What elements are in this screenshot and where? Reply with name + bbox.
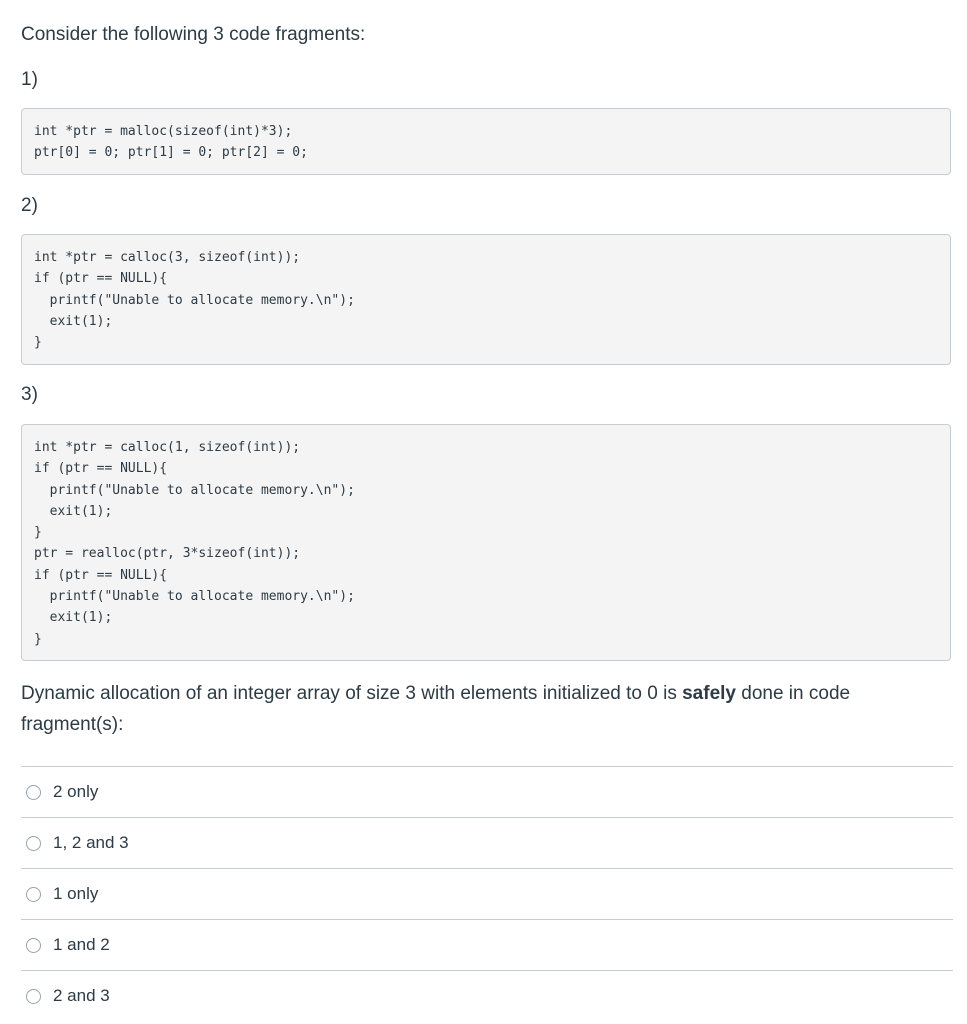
prompt-text-start: Dynamic allocation of an integer array of size 3 with elements initialized to 0 is (21, 683, 683, 704)
prompt-emphasis: safely (682, 683, 736, 704)
code-fragment-2: int *ptr = calloc(3, sizeof(int)); if (ptr == NULL){ printf("Unable to allocate memory.\n"); exit(1); } (21, 234, 951, 365)
answer-option[interactable] (21, 919, 953, 970)
code-fragment-1: int *ptr = malloc(sizeof(int)*3); ptr[0] = 0; ptr[1] = 0; ptr[2] = 0; (21, 108, 951, 175)
answer-label: 2 only (53, 782, 99, 801)
radio-unchecked-icon[interactable] (26, 887, 41, 902)
answer-list (21, 766, 953, 1021)
fragment-2-label: 2) (21, 195, 38, 216)
question-intro: Consider the following 3 code fragments: (21, 24, 366, 45)
answer-option[interactable] (21, 766, 953, 817)
answer-label: 2 and 3 (53, 986, 110, 1005)
radio-unchecked-icon[interactable] (26, 785, 41, 800)
question-prompt (21, 678, 921, 740)
answer-option[interactable] (21, 817, 953, 868)
answer-label: 1 only (53, 884, 99, 903)
answer-label: 1, 2 and 3 (53, 833, 129, 852)
radio-unchecked-icon[interactable] (26, 938, 41, 953)
answer-option[interactable] (21, 868, 953, 919)
prompt-text-end: done in code fragment(s): (21, 683, 851, 735)
answer-option[interactable] (21, 970, 953, 1021)
code-fragment-3: int *ptr = calloc(1, sizeof(int)); if (ptr == NULL){ printf("Unable to allocate memory.\n"); exit(1); } ptr = realloc(ptr, 3*sizeof(int)); if (ptr == NULL){ printf("Unable to allocate memory.\n"); exit(1); } (21, 424, 951, 661)
answer-label: 1 and 2 (53, 935, 110, 954)
fragment-1-label: 1) (21, 69, 38, 90)
fragment-3-label: 3) (21, 384, 38, 405)
radio-unchecked-icon[interactable] (26, 836, 41, 851)
radio-unchecked-icon[interactable] (26, 989, 41, 1004)
